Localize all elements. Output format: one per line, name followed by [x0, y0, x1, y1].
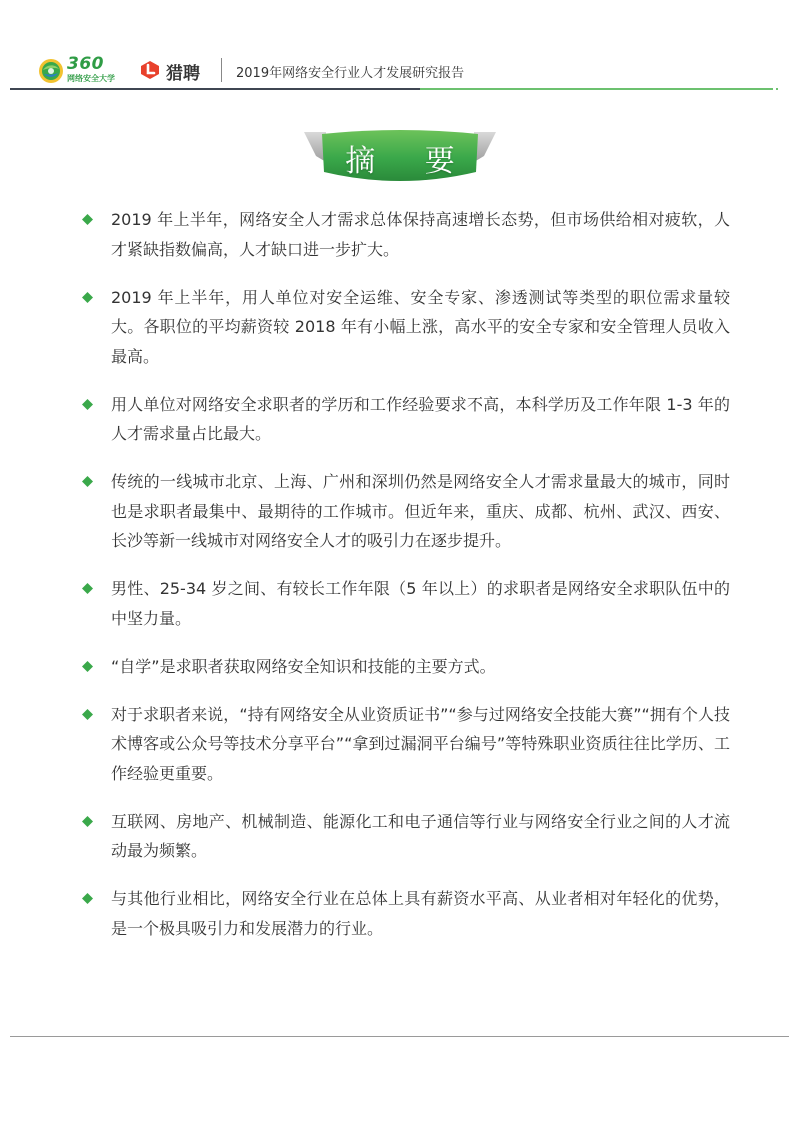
diamond-bullet-icon [82, 816, 93, 827]
diamond-bullet-icon [82, 583, 93, 594]
summary-item-text: 2019 年上半年，网络安全人才需求总体保持高速增长态势，但市场供给相对疲软，人才紧缺指数偏高，人才缺口进一步扩大。 [111, 210, 730, 259]
liepin-logo-icon [140, 60, 160, 80]
summary-item-text: 传统的一线城市北京、上海、广州和深圳仍然是网络安全人才需求量最大的城市，同时也是求职者最集中、最期待的工作城市。但近年来，重庆、成都、杭州、武汉、西安、长沙等新一线城市对网络安全人才的吸引力在逐步提升。 [111, 472, 730, 550]
footer-rule [10, 1036, 789, 1037]
section-title: 摘 要 [345, 144, 475, 179]
page-header [0, 0, 800, 95]
summary-item [80, 700, 730, 789]
summary-item [80, 807, 730, 866]
summary-item [80, 652, 730, 682]
diamond-bullet-icon [82, 214, 93, 225]
summary-list [80, 205, 730, 962]
summary-item-text: 与其他行业相比，网络安全行业在总体上具有薪资水平高、从业者相对年轻化的优势，是一个极具吸引力和发展潜力的行业。 [111, 889, 730, 938]
diamond-bullet-icon [82, 893, 93, 904]
globe-logo-icon [38, 58, 64, 84]
summary-item-text: “自学”是求职者获取网络安全知识和技能的主要方式。 [111, 656, 496, 676]
header-rule-dots [770, 88, 780, 90]
summary-item-text: 男性、25-34 岁之间、有较长工作年限（5 年以上）的求职者是网络安全求职队伍中的中坚力量。 [111, 579, 730, 628]
diamond-bullet-icon [82, 661, 93, 672]
logo-360-university [38, 56, 130, 86]
summary-item-text: 对于求职者来说，“持有网络安全从业资质证书”“参与过网络安全技能大赛”“拥有个人技术博客或公众号等技术分享平台”“拿到过漏洞平台编号”等特殊职业资质往往比学历、工作经验更重要。 [111, 704, 730, 783]
diamond-bullet-icon [82, 399, 93, 410]
summary-item-text: 2019 年上半年，用人单位对安全运维、安全专家、渗透测试等类型的职位需求量较大。各职位的平均薪资较 2018 年有小幅上涨，高水平的安全专家和安全管理人员收入最高。 [111, 287, 730, 366]
diamond-bullet-icon [82, 709, 93, 720]
header-rule-green [420, 88, 770, 90]
liepin-logo-text: 猎聘 [166, 64, 200, 84]
diamond-bullet-icon [82, 292, 93, 303]
summary-item-text: 互联网、房地产、机械制造、能源化工和电子通信等行业与网络安全行业之间的人才流动最为频繁。 [111, 811, 730, 860]
summary-item [80, 205, 730, 264]
logo-360-number: 360 [67, 54, 104, 74]
report-title: 2019年网络安全行业人才发展研究报告 [236, 66, 465, 81]
summary-item [80, 467, 730, 556]
summary-item-text: 用人单位对网络安全求职者的学历和工作经验要求不高，本科学历及工作年限 1-3 年的人才需求量占比最大。 [111, 394, 730, 443]
header-rule-dark [10, 88, 420, 90]
summary-item [80, 574, 730, 633]
summary-item [80, 390, 730, 449]
diamond-bullet-icon [82, 476, 93, 487]
summary-item [80, 283, 730, 372]
logo-360-subtitle: 网络安全大学 [67, 74, 115, 83]
header-divider [221, 58, 222, 82]
summary-item [80, 884, 730, 943]
